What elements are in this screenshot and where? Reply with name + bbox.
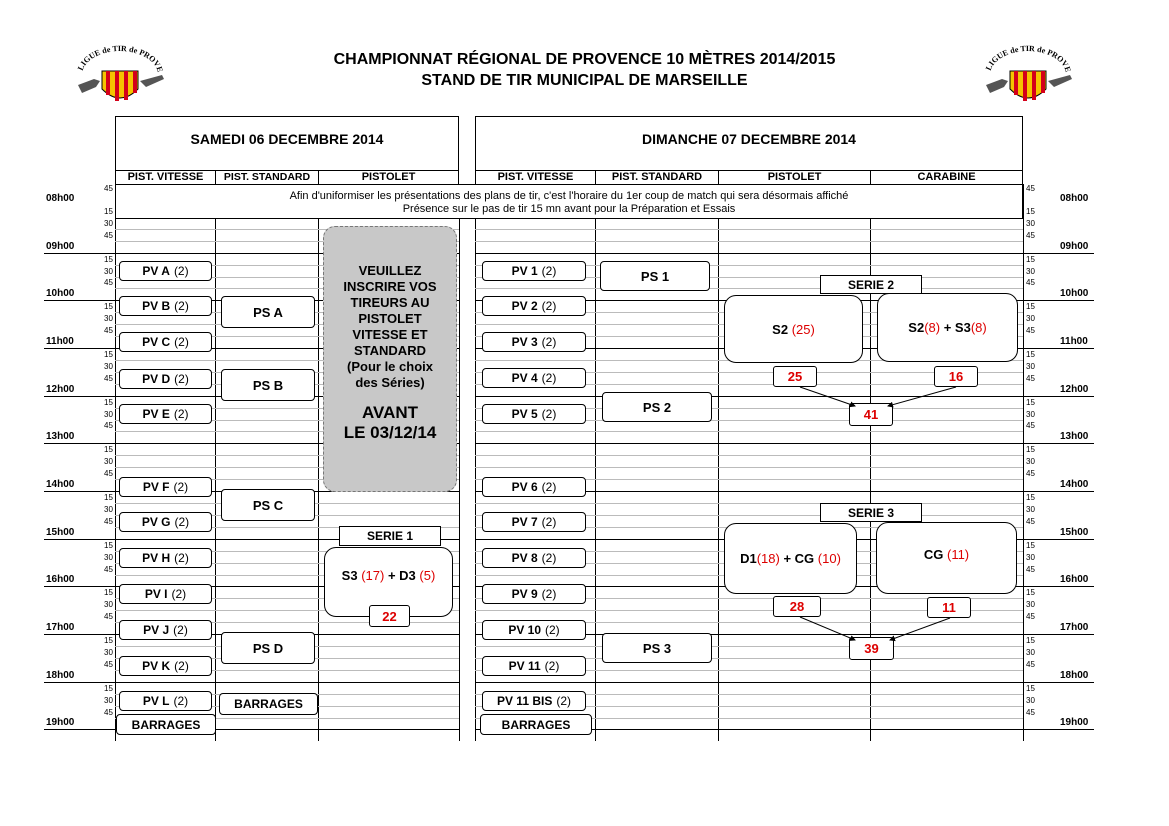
pv-code: PV K — [142, 659, 171, 673]
hour-label-left: 18h00 — [46, 669, 75, 681]
pv-code: PV 4 — [511, 371, 538, 385]
minute-label-right: 15 — [1026, 397, 1035, 407]
arrow-serie3-right — [890, 618, 950, 640]
minute-label-right: 45 — [1026, 184, 1035, 193]
minute-label-left: 45 — [104, 516, 113, 526]
pv-count: (2) — [544, 659, 560, 673]
sun-barrages-vitesse: BARRAGES — [480, 714, 592, 735]
hour-label-left: 09h00 — [46, 240, 75, 252]
serie2-right-s2-count: (8) — [924, 320, 941, 335]
minute-label-right: 30 — [1026, 266, 1035, 276]
minute-label-right: 15 — [1026, 540, 1035, 550]
serie1-d3: D3 — [399, 568, 416, 583]
minute-label-left: 45 — [104, 230, 113, 240]
minute-label-left: 15 — [104, 349, 113, 359]
minute-label-right: 15 — [1026, 349, 1035, 359]
minute-label-left: 15 — [104, 397, 113, 407]
minute-label-right: 45 — [1026, 278, 1035, 288]
pv-code: PV G — [141, 515, 171, 529]
minute-label-left: 15 — [104, 302, 113, 312]
minute-label-right: 30 — [1026, 409, 1035, 419]
pv-count: (2) — [545, 623, 560, 637]
pv-count: (2) — [541, 335, 557, 349]
minute-label-right: 45 — [1026, 659, 1035, 669]
hour-label-left: 14h00 — [46, 479, 75, 491]
pv-count: (2) — [171, 587, 187, 601]
minute-label-left: 45 — [104, 469, 113, 479]
minute-label-right: 30 — [1026, 600, 1035, 610]
pv-code: PV 9 — [511, 587, 538, 601]
minute-label-left: 30 — [104, 552, 113, 562]
minute-label-right: 30 — [1026, 552, 1035, 562]
serie3-plus: + — [783, 551, 792, 566]
pv-code: PV A — [142, 264, 170, 278]
svg-text:LIGUE de TIR de PROVENCE: LIGUE de TIR de PROVE — [75, 45, 165, 74]
minute-label-left: 45 — [104, 612, 113, 622]
serie1-plus: + — [387, 568, 396, 583]
hour-label-left: 17h00 — [46, 622, 75, 634]
minute-label-left: 15 — [104, 445, 113, 455]
pv-count: (2) — [174, 335, 189, 349]
sat-col-pistolet: PISTOLET — [318, 170, 459, 185]
minute-label-left: 15 — [104, 206, 113, 216]
minute-label-left: 45 — [104, 184, 113, 193]
sun-col-standard: PIST. STANDARD — [595, 170, 719, 185]
minute-label-left: 15 — [104, 254, 113, 264]
serie3-left-total: 28 — [773, 596, 821, 617]
pv-code: PV 11 — [508, 659, 541, 673]
minute-label-left: 30 — [104, 647, 113, 657]
pv-code: PV 11 BIS — [496, 694, 553, 708]
hour-label-left: 19h00 — [46, 717, 75, 729]
minute-label-right: 45 — [1026, 707, 1035, 717]
serie2-plus: + — [943, 320, 952, 335]
hour-label-right: 16h00 — [1060, 574, 1089, 586]
minute-label-left: 30 — [104, 695, 113, 705]
pv-count: (2) — [174, 515, 190, 529]
page-title-line1: CHAMPIONNAT RÉGIONAL DE PROVENCE 10 MÈTRES 2014/2015 — [333, 51, 836, 68]
serie2-right-s2: S2 — [908, 320, 925, 335]
hour-label-right: 17h00 — [1060, 622, 1089, 634]
hour-label-left: 10h00 — [46, 288, 75, 300]
minute-label-right: 45 — [1026, 373, 1035, 383]
ps-b: PS B — [221, 369, 315, 401]
pv-code: PV F — [142, 480, 170, 494]
hour-label-left: 15h00 — [46, 526, 75, 538]
page-title-line2: STAND DE TIR MUNICIPAL DE MARSEILLE — [421, 72, 748, 89]
pv-code: PV 5 — [511, 407, 538, 421]
pv-count: (2) — [556, 694, 572, 708]
minute-label-right: 45 — [1026, 612, 1035, 622]
minute-label-left: 45 — [104, 564, 113, 574]
minute-label-left: 45 — [104, 421, 113, 431]
pv-code: PV 7 — [511, 515, 538, 529]
hour-label-right: 10h00 — [1060, 288, 1089, 300]
minute-label-left: 30 — [104, 266, 113, 276]
pv-code: PV L — [142, 694, 170, 708]
pv-count: (2) — [174, 659, 189, 673]
registration-text: VEUILLEZ INSCRIRE VOS TIREURS AU PISTOLET VITESSE ET STANDARD — [343, 263, 437, 358]
ps-3: PS 3 — [602, 633, 712, 663]
sun-col-vitesse: PIST. VITESSE — [475, 170, 596, 185]
pv-code: PV 8 — [511, 551, 538, 565]
minute-label-right: 30 — [1026, 314, 1035, 324]
pv-code: PV D — [142, 372, 171, 386]
pv-count: (2) — [541, 371, 557, 385]
arrow-serie2-left — [800, 387, 855, 406]
pv-count: (2) — [541, 551, 557, 565]
serie1-label: SERIE 1 — [339, 526, 441, 546]
hour-label-right: 15h00 — [1060, 526, 1089, 538]
minute-label-left: 30 — [104, 361, 113, 371]
minute-label-right: 45 — [1026, 469, 1035, 479]
pv-count: (2) — [174, 299, 189, 313]
serie3-right-cg-count: (11) — [946, 547, 970, 562]
registration-paren: (Pour le choix des Séries) — [347, 359, 433, 390]
registration-avant: AVANT — [361, 403, 419, 422]
pv-count: (2) — [541, 299, 557, 313]
pv-count: (2) — [541, 264, 557, 278]
sun-col-carabine: CARABINE — [870, 170, 1023, 185]
ps-2: PS 2 — [602, 392, 712, 422]
minute-label-right: 30 — [1026, 695, 1035, 705]
ps-c: PS C — [221, 489, 315, 521]
pv-count: (2) — [541, 515, 557, 529]
hour-label-right: 19h00 — [1060, 717, 1089, 729]
minute-label-left: 45 — [104, 278, 113, 288]
pv-code: PV H — [142, 551, 171, 565]
pv-code: PV C — [142, 335, 171, 349]
minute-label-right: 45 — [1026, 564, 1035, 574]
serie1-s3: S3 — [341, 568, 358, 583]
minute-label-left: 15 — [104, 636, 113, 646]
minute-label-left: 45 — [104, 326, 113, 336]
sat-barrages-standard: BARRAGES — [219, 693, 318, 715]
minute-label-right: 45 — [1026, 516, 1035, 526]
serie2-right-s3: S3 — [954, 320, 971, 335]
hour-label-left: 16h00 — [46, 574, 75, 586]
serie2-label: SERIE 2 — [820, 275, 922, 294]
serie3-label: SERIE 3 — [820, 503, 922, 522]
serie3-right-total: 11 — [927, 597, 971, 618]
minute-label-left: 45 — [104, 659, 113, 669]
sunday-title: DIMANCHE 07 DECEMBRE 2014 — [642, 131, 856, 147]
minute-label-left: 15 — [104, 540, 113, 550]
serie2-s2: S2 — [772, 321, 789, 337]
minute-label-right: 15 — [1026, 254, 1035, 264]
minute-label-right: 45 — [1026, 326, 1035, 336]
pv-count: (2) — [173, 694, 189, 708]
sat-barrages-vitesse: BARRAGES — [116, 714, 216, 735]
ps-a: PS A — [221, 296, 315, 328]
minute-label-left: 30 — [104, 457, 113, 467]
pv-count: (2) — [173, 480, 189, 494]
pv-count: (2) — [174, 372, 189, 386]
minute-label-left: 15 — [104, 588, 113, 598]
serie3-right-cg: CG — [923, 547, 944, 562]
hour-label-right: 11h00 — [1060, 336, 1088, 348]
pv-code: PV 3 — [511, 335, 538, 349]
minute-label-right: 30 — [1026, 504, 1035, 514]
serie1-s3-count: (17) — [361, 568, 385, 583]
pv-code: PV B — [142, 299, 171, 313]
serie3-d1: D1 — [740, 551, 757, 566]
pv-code: PV E — [142, 407, 170, 421]
minute-label-right: 15 — [1026, 683, 1035, 693]
hour-label-left: 08h00 — [46, 193, 75, 204]
serie2-right-total: 16 — [934, 366, 978, 387]
notice-line2: Présence sur le pas de tir 15 mn avant pour la Préparation et Essais — [402, 203, 736, 215]
minute-label-left: 30 — [104, 218, 113, 228]
hour-label-right: 18h00 — [1060, 669, 1089, 681]
notice-line1: Afin d'uniformiser les présentations des plans de tir, c'est l'horaire du 1er coup de match qui sera désormais affiché — [289, 190, 849, 202]
serie1-total: 22 — [369, 605, 410, 627]
hour-label-right: 14h00 — [1060, 479, 1089, 491]
minute-label-right: 30 — [1026, 647, 1035, 657]
serie2-right-s3-count: (8) — [970, 320, 987, 335]
hour-label-left: 12h00 — [46, 383, 75, 395]
minute-label-left: 30 — [104, 600, 113, 610]
sun-col-pistolet: PISTOLET — [718, 170, 871, 185]
minute-label-right: 15 — [1026, 445, 1035, 455]
hour-label-right: 09h00 — [1060, 240, 1089, 252]
registration-date: LE 03/12/14 — [343, 423, 437, 442]
pv-code: PV 6 — [511, 480, 538, 494]
saturday-title: SAMEDI 06 DECEMBRE 2014 — [190, 131, 384, 147]
pv-code: PV J — [143, 623, 170, 637]
serie1-d3-count: (5) — [419, 568, 436, 583]
serie3-d1-count: (18) — [756, 551, 780, 566]
minute-label-right: 15 — [1026, 493, 1035, 502]
hour-label-right: 12h00 — [1060, 383, 1089, 395]
pv-code: PV I — [144, 587, 168, 601]
pv-count: (2) — [173, 407, 189, 421]
minute-label-left: 30 — [104, 314, 113, 324]
pv-code: PV 10 — [508, 623, 542, 637]
serie3-grand-total: 39 — [849, 637, 894, 660]
pv-count: (2) — [173, 264, 189, 278]
pv-code: PV 2 — [511, 299, 538, 313]
minute-label-right: 30 — [1026, 361, 1035, 371]
minute-label-left: 30 — [104, 504, 113, 514]
minute-label-right: 15 — [1026, 302, 1035, 312]
hour-label-left: 11h00 — [46, 336, 74, 348]
pv-count: (2) — [541, 480, 557, 494]
pv-count: (2) — [173, 623, 188, 637]
minute-label-left: 15 — [104, 683, 113, 693]
sat-col-vitesse: PIST. VITESSE — [115, 170, 216, 185]
serie3-cg: CG — [794, 551, 815, 566]
serie3-cg-count: (10) — [817, 551, 841, 566]
minute-label-left: 30 — [104, 409, 113, 419]
minute-label-right: 45 — [1026, 230, 1035, 240]
pv-count: (2) — [174, 551, 189, 565]
minute-label-right: 15 — [1026, 636, 1035, 646]
minute-label-left: 15 — [104, 493, 113, 502]
svg-text:LIGUE de TIR de PROVENCE: LIGUE de TIR de PROVE — [983, 45, 1073, 74]
minute-label-left: 45 — [104, 373, 113, 383]
hour-label-right: 13h00 — [1060, 431, 1089, 443]
sat-col-standard: PIST. STANDARD — [215, 170, 319, 185]
pv-code: PV 1 — [511, 264, 538, 278]
serie2-s2-count: (25) — [791, 321, 815, 337]
hour-label-right: 08h00 — [1060, 193, 1089, 204]
pv-count: (2) — [541, 587, 557, 601]
ps-d: PS D — [221, 632, 315, 664]
minute-label-right: 15 — [1026, 206, 1035, 216]
serie2-left-total: 25 — [773, 366, 817, 387]
minute-label-right: 30 — [1026, 457, 1035, 467]
minute-label-left: 45 — [104, 707, 113, 717]
serie2-grand-total: 41 — [849, 403, 893, 426]
arrow-serie2-right — [888, 387, 956, 406]
arrow-serie3-left — [800, 617, 855, 640]
hour-label-left: 13h00 — [46, 431, 75, 443]
pv-count: (2) — [541, 407, 557, 421]
minute-label-right: 45 — [1026, 421, 1035, 431]
ps-1: PS 1 — [600, 261, 710, 291]
minute-label-right: 30 — [1026, 218, 1035, 228]
minute-label-right: 15 — [1026, 588, 1035, 598]
